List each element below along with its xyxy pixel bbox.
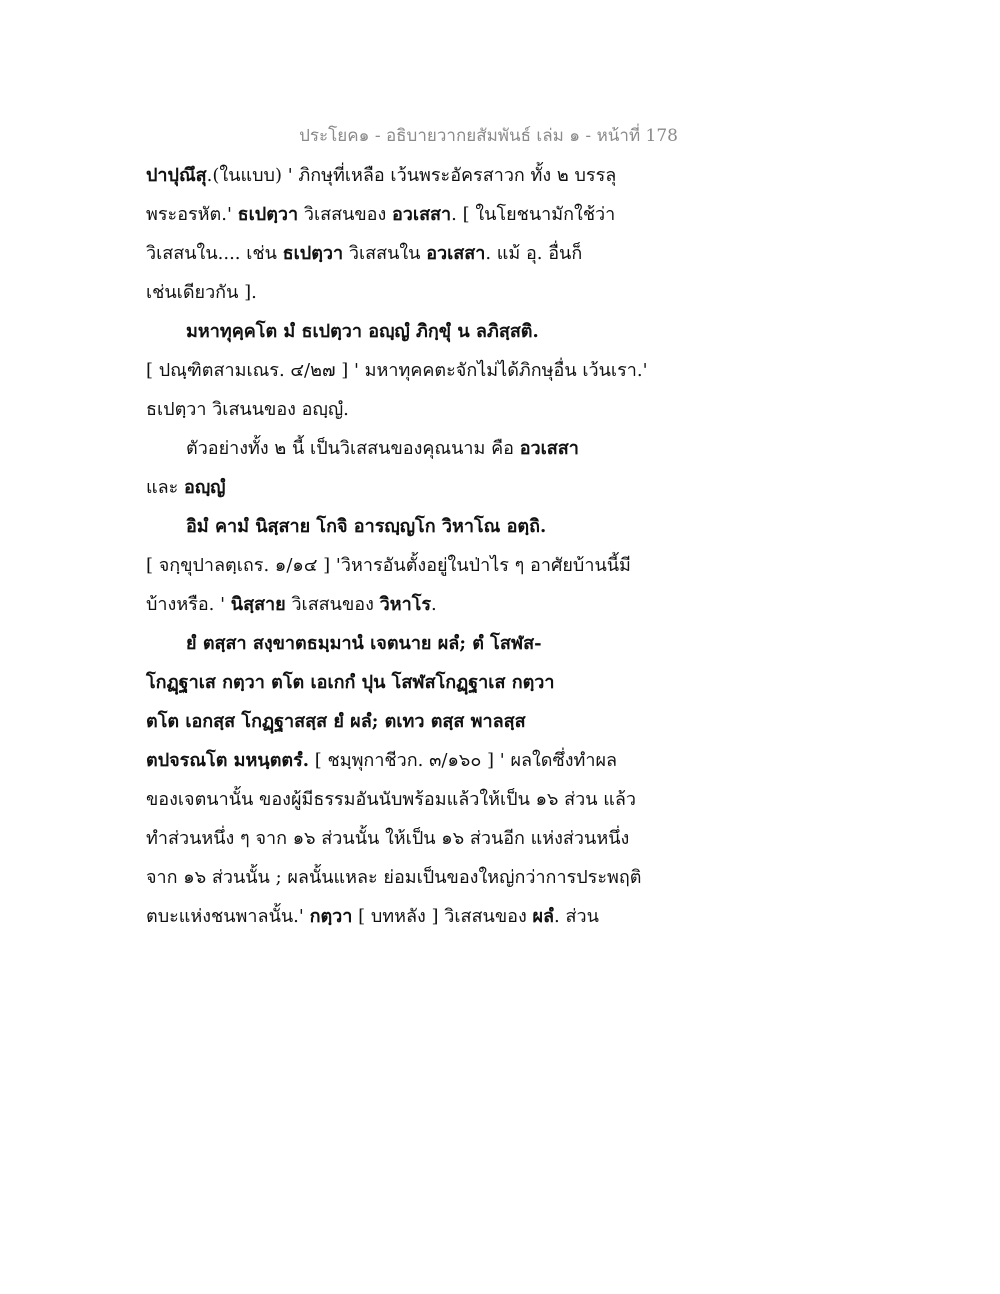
text-run: เช่นเดียวกัน ]. bbox=[146, 282, 257, 303]
text-run: [ บทหลัง ] วิเสสนของ bbox=[352, 906, 533, 927]
text-run: .(ในแบบ) ' ภิกษุที่เหลือ เว้นพระอัครสาวก ทั้ง ๒ บรรลุ bbox=[206, 165, 617, 186]
text-run: จาก ๑๖ ส่วนนั้น ; ผลนั้นแหละ ย่อมเป็นของใหญ่กว่าการประพฤติ bbox=[146, 867, 642, 888]
text-line bbox=[146, 585, 706, 624]
text-run: . [ ในโยชนามักใช้ว่า bbox=[451, 204, 616, 225]
bold-term: อวเสสา bbox=[426, 243, 486, 264]
text-run: ตัวอย่างทั้ง ๒ นี้ เป็นวิเสสนของคุณนาม คือ bbox=[186, 438, 520, 459]
text-run: [ ชมฺพุกาชีวก. ๓/๑๖๐ ] ' ผลใดซึ่งทำผล bbox=[309, 750, 618, 771]
text-run: วิเสสนของ bbox=[298, 204, 392, 225]
text-line bbox=[146, 507, 706, 546]
bold-term: ตโต เอกสฺส โกฏฺฐาสสฺส ยํ ผลํ; ตเทว ตสฺส พาลสฺส bbox=[146, 711, 526, 732]
bold-term: ธเปตฺวา bbox=[282, 243, 344, 264]
bold-term: ยํ ตสฺสา สงฺขาตธมฺมานํ เจตนาย ผลํ; ตํ โสฬส- bbox=[186, 633, 542, 654]
bold-term: โกฏฺฐาเส กตฺวา ตโต เอเกกํ ปุน โสฬสโกฏฺฐาเส กตฺวา bbox=[146, 672, 555, 693]
bold-term: มหาทุคฺคโต มํ ธเปตฺวา อญฺญํ ภิกฺขุํ น ลภิสฺสติ. bbox=[186, 321, 539, 342]
bold-term: อญฺญํ bbox=[184, 477, 226, 498]
text-line bbox=[146, 156, 706, 195]
text-line bbox=[146, 429, 706, 468]
text-line bbox=[146, 468, 706, 507]
bold-term: ปาปุณึสุ bbox=[146, 165, 207, 186]
text-run: วิเสสนใน bbox=[343, 243, 427, 264]
text-line bbox=[146, 780, 706, 819]
text-run: . ส่วน bbox=[554, 906, 599, 927]
text-line bbox=[146, 390, 706, 429]
text-line bbox=[146, 546, 706, 585]
text-line bbox=[146, 312, 706, 351]
running-header: ประโยค๑ - อธิบายวากยสัมพันธ์ เล่ม ๑ - หน้าที่ 178 bbox=[299, 126, 678, 146]
bold-term: นิสฺสาย bbox=[230, 594, 286, 615]
text-run: วิเสสนของ bbox=[285, 594, 380, 615]
text-line bbox=[146, 897, 706, 936]
text-line bbox=[146, 741, 706, 780]
bold-term: วิหาโร bbox=[379, 594, 432, 615]
text-line bbox=[146, 819, 706, 858]
text-run: บ้างหรือ. ' bbox=[146, 594, 231, 615]
text-line bbox=[146, 702, 706, 741]
text-run: และ bbox=[146, 477, 185, 498]
body-text bbox=[146, 156, 706, 936]
bold-term: อวเสสา bbox=[519, 438, 579, 459]
text-line bbox=[146, 273, 706, 312]
text-line bbox=[146, 351, 706, 390]
text-run: พระอรหัต.' bbox=[146, 204, 238, 225]
text-line bbox=[146, 195, 706, 234]
text-run: [ จกฺขุปาลตฺเถร. ๑/๑๔ ] 'วิหารอันตั้งอยู่ในป่าไร ๆ อาศัยบ้านนี้มี bbox=[146, 555, 631, 576]
text-run: . bbox=[431, 594, 437, 615]
text-line bbox=[146, 624, 706, 663]
text-run: วิเสสนใน.... เช่น bbox=[146, 243, 283, 264]
bold-term: อิมํ คามํ นิสฺสาย โกจิ อารญฺญโก วิหาโณ อตฺถิ. bbox=[186, 516, 547, 537]
bold-term: ตปจรณโต มหนฺตตรํ. bbox=[146, 750, 310, 771]
bold-term: ผลํ bbox=[532, 906, 555, 927]
text-run: [ ปณฺฑิตสามเณร. ๔/๒๗ ] ' มหาทุคคตะจักไม่ได้ภิกษุอื่น เว้นเรา.' bbox=[146, 360, 648, 381]
text-line bbox=[146, 858, 706, 897]
text-run: . แม้ อุ. อื่นก็ bbox=[485, 243, 583, 264]
text-run: ทำส่วนหนึ่ง ๆ จาก ๑๖ ส่วนนั้น ให้เป็น ๑๖ ส่วนอีก แห่งส่วนหนึ่ง bbox=[146, 828, 630, 849]
text-line bbox=[146, 663, 706, 702]
text-run: ธเปตฺวา วิเสนนของ อญฺญํ. bbox=[146, 399, 349, 420]
text-run: ตบะแห่งชนพาลนั้น.' bbox=[146, 906, 310, 927]
text-line bbox=[146, 234, 706, 273]
bold-term: ธเปตฺวา bbox=[237, 204, 299, 225]
text-run: ของเจตนานั้น ของผู้มีธรรมอันนับพร้อมแล้วให้เป็น ๑๖ ส่วน แล้ว bbox=[146, 789, 637, 810]
bold-term: กตฺวา bbox=[309, 906, 353, 927]
bold-term: อวเสสา bbox=[392, 204, 452, 225]
